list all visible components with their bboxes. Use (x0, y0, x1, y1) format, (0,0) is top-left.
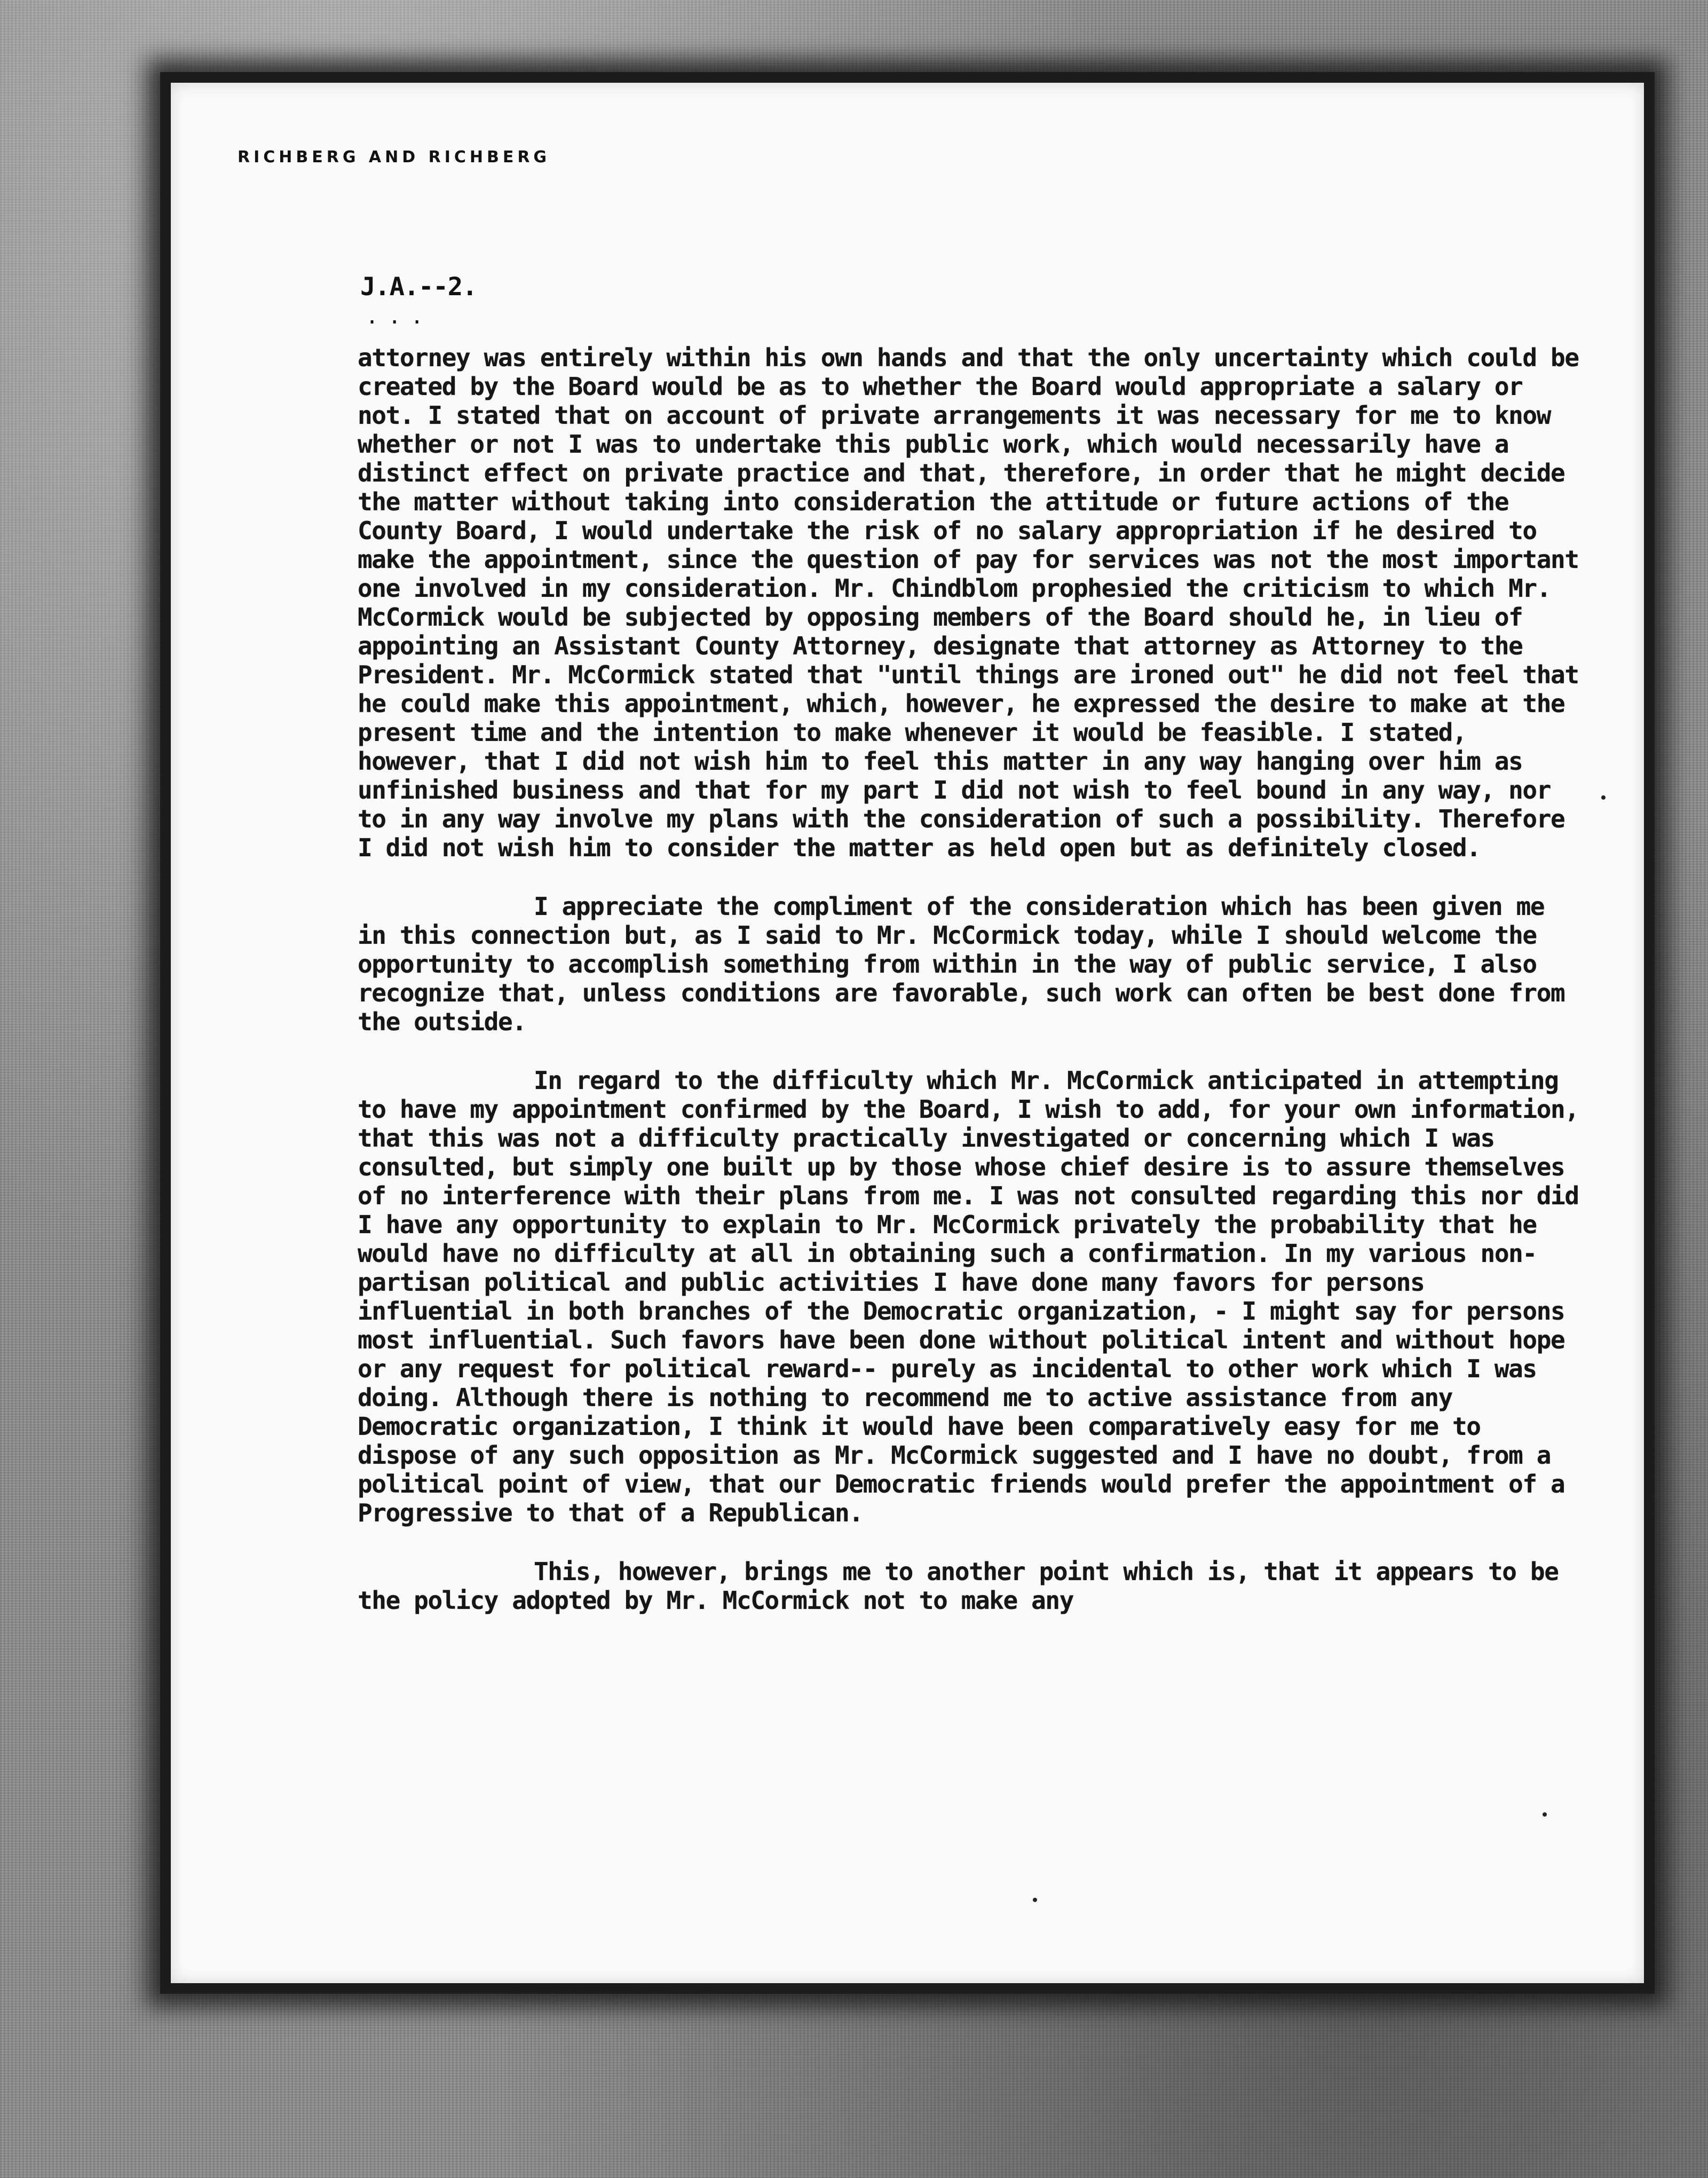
paragraph-2: I appreciate the compliment of the consideration which has been given me in this connection but, as I said to Mr. McCormick today, while I should welcome the opportunity to accomplish something from within in the way of public service, I also recognize that, unless conditions are favorable, such work can often be best done from the outside. (358, 892, 1579, 1036)
ellipsis-mark: ... (366, 304, 433, 329)
letterhead: RICHBERG AND RICHBERG (238, 148, 551, 167)
ink-speck (1601, 795, 1606, 800)
letter-page (171, 83, 1644, 1983)
ink-speck (1543, 1812, 1547, 1817)
paragraph-3: In regard to the difficulty which Mr. McCormick anticipated in attempting to have my appointment confirmed by the Board, I wish to add, for your own information, that this was not a difficulty practically investigated or concerning which I was consulted, but simply one built up by those whose chief desire is to assure themselves of no interference with their plans from me. I was not consulted regarding this nor did I have any opportunity to explain to Mr. McCormick privately the probability that he would have no difficulty at all in obtaining such a confirmation. In my various non-partisan political and public activities I have done many favors for persons influential in both branches of the Democratic organization, - I might say for persons most influential. Such favors have been done without political intent and without hope or any request for political reward-- purely as incidental to other work which I was doing. Although there is nothing to recommend me to active assistance from any Democratic organization, I think it would have been comparatively easy for me to dispose of any such opposition as Mr. McCormick suggested and I have no doubt, from a political point of view, that our Democratic friends would prefer the appointment of a Progressive to that of a Republican. (358, 1066, 1593, 1527)
page-number: J.A.--2. (360, 272, 477, 302)
ink-speck (1033, 1898, 1037, 1902)
paragraph-1: attorney was entirely within his own hands and that the only uncertainty which could be created by the Board would be as to whether the Board would appropriate a salary or not. I stated that on account of private arrangements it was necessary for me to know whether or not I was to undertake this public work, which would necessarily have a distinct effect on private practice and that, therefore, in order that he might decide the matter without taking into consideration the attitude or future actions of the County Board, I would undertake the risk of no salary appropriation if he desired to make the appointment, since the question of pay for services was not the most important one involved in my consideration. Mr. Chindblom prophesied the criticism to which Mr. McCormick would be subjected by opposing members of the Board should he, in lieu of appointing an Assistant County Attorney, designate that attorney as Attorney to the President. Mr. McCormick stated that "until things are ironed out" he did not feel that he could make this appointment, which, however, he expressed the desire to make at the present time and the intention to make whenever it would be feasible. I stated, however, that I did not wish him to feel this matter in any way hanging over him as unfinished business and that for my part I did not wish to feel bound in any way, nor to in any way involve my plans with the consideration of such a possibility. Therefore I did not wish him to consider the matter as held open but as definitely closed. (358, 343, 1593, 862)
paragraph-4: This, however, brings me to another point which is, that it appears to be the policy adopted by Mr. McCormick not to make any (358, 1557, 1572, 1615)
letter-body (358, 343, 1593, 1645)
